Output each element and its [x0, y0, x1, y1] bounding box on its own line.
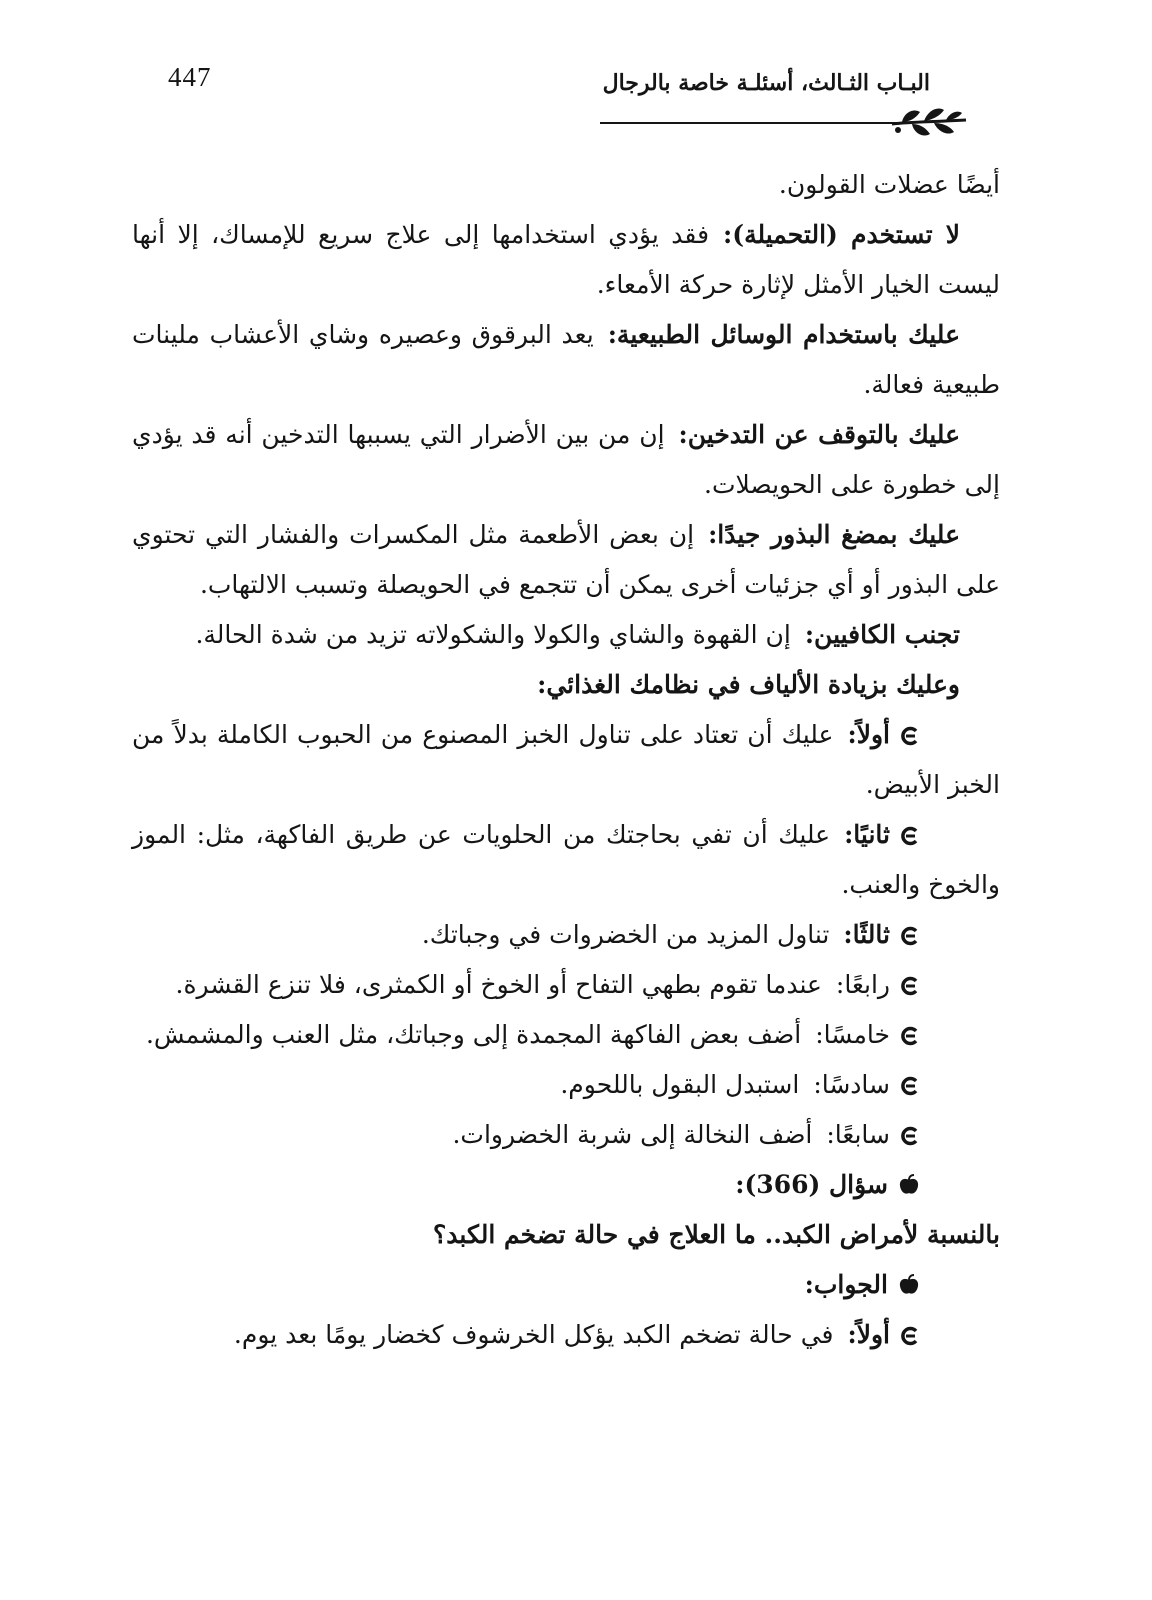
paragraph [132, 310, 1000, 410]
page-number: 447 [168, 62, 212, 92]
list-item [132, 810, 1000, 910]
c-shaped-bullet-icon [900, 960, 960, 1010]
paragraph: أيضًا عضلات القولون. [778, 170, 1000, 199]
question-heading-text: سؤال (366): [735, 1170, 888, 1199]
paragraph-term: لا تستخدم (التحميلة): [723, 220, 961, 249]
list-item [132, 710, 1000, 810]
paragraph-term: تجنب الكافيين: [804, 620, 960, 649]
c-shaped-bullet-icon [900, 810, 960, 860]
list-item-text: تناول المزيد من الخضروات في وجباتك. [421, 920, 830, 949]
question-text: بالنسبة لأمراض الكبد.. ما العلاج في حالة تضخم الكبد؟ [433, 1220, 1000, 1249]
paragraph-text: يعد البرقوق وعصيره وشاي الأعشاب ملينات طبيعية فعالة. [132, 320, 1000, 399]
question-heading [132, 1160, 1000, 1210]
leaf-branch-icon [890, 100, 968, 144]
list-item-label: أولاً: [847, 720, 890, 749]
header-rule [600, 122, 905, 124]
running-head: البـاب الثـالث، أسئلـة خاصة بالرجال [602, 70, 930, 96]
c-shaped-bullet-icon [900, 910, 960, 960]
list-item-label: رابعًا: [835, 970, 890, 999]
paragraph: وعليك بزيادة الألياف في نظامك الغذائي: [537, 670, 960, 699]
list-item-text: عليك أن تعتاد على تناول الخبز المصنوع من الحبوب الكاملة بدلاً من الخبز الأبيض. [132, 720, 1000, 799]
c-shaped-bullet-icon [900, 1010, 960, 1060]
apple-icon [898, 1160, 960, 1210]
answer-heading [132, 1260, 1000, 1310]
c-shaped-bullet-icon [900, 1060, 960, 1110]
list-item-text: عندما تقوم بطهي التفاح أو الخوخ أو الكمثرى، فلا تنزع القشرة. [175, 970, 822, 999]
list-item [132, 1010, 1000, 1060]
page-body [132, 160, 1000, 1360]
paragraph-term: عليك بمضغ البذور جيدًا: [708, 520, 961, 549]
list-item-label: ثالثًا: [843, 920, 890, 949]
list-item-label: سادسًا: [813, 1070, 890, 1099]
list-item-label: ثانيًا: [844, 820, 890, 849]
paragraph-text: إن القهوة والشاي والكولا والشكولاته تزيد من شدة الحالة. [195, 620, 791, 649]
list-item-label: أولاً: [847, 1320, 890, 1349]
list-item [132, 960, 1000, 1010]
paragraph-term: عليك باستخدام الوسائل الطبيعية: [607, 320, 960, 349]
c-shaped-bullet-icon [900, 1310, 960, 1360]
c-shaped-bullet-icon [900, 1110, 960, 1160]
paragraph [132, 510, 1000, 610]
paragraph [132, 410, 1000, 510]
paragraph-term: عليك بالتوقف عن التدخين: [678, 420, 961, 449]
list-item [132, 1110, 1000, 1160]
apple-icon [898, 1260, 960, 1310]
list-item [132, 910, 1000, 960]
c-shaped-bullet-icon [900, 710, 960, 760]
list-item-label: خامسًا: [815, 1020, 890, 1049]
paragraph-text: إن بعض الأطعمة مثل المكسرات والفشار التي تحتوي على البذور أو أي جزئيات أخرى يمكن أن تتجمع في الحويصلة وتسبب الالتهاب. [132, 520, 1000, 599]
paragraph [132, 610, 1000, 660]
list-item-text: في حالة تضخم الكبد يؤكل الخرشوف كخضار يومًا بعد يوم. [233, 1320, 834, 1349]
list-item [132, 1310, 1000, 1360]
paragraph [132, 210, 1000, 310]
answer-heading-text: الجواب: [804, 1270, 888, 1299]
list-item [132, 1060, 1000, 1110]
list-item-text: أضف النخالة إلى شربة الخضروات. [452, 1120, 813, 1149]
list-item-text: عليك أن تفي بحاجتك من الحلويات عن طريق الفاكهة، مثل: الموز والخوخ والعنب. [132, 820, 1000, 899]
paragraph-text: إن من بين الأضرار التي يسببها التدخين أنه قد يؤدي إلى خطورة على الحويصلات. [132, 420, 1000, 499]
list-item-text: استبدل البقول باللحوم. [560, 1070, 800, 1099]
list-item-text: أضف بعض الفاكهة المجمدة إلى وجباتك، مثل العنب والمشمش. [145, 1020, 802, 1049]
paragraph-text: فقد يؤدي استخدامها إلى علاج سريع للإمساك، إلا أنها ليست الخيار الأمثل لإثارة حركة الأمعاء. [132, 220, 1000, 299]
list-item-label: سابعًا: [826, 1120, 890, 1149]
